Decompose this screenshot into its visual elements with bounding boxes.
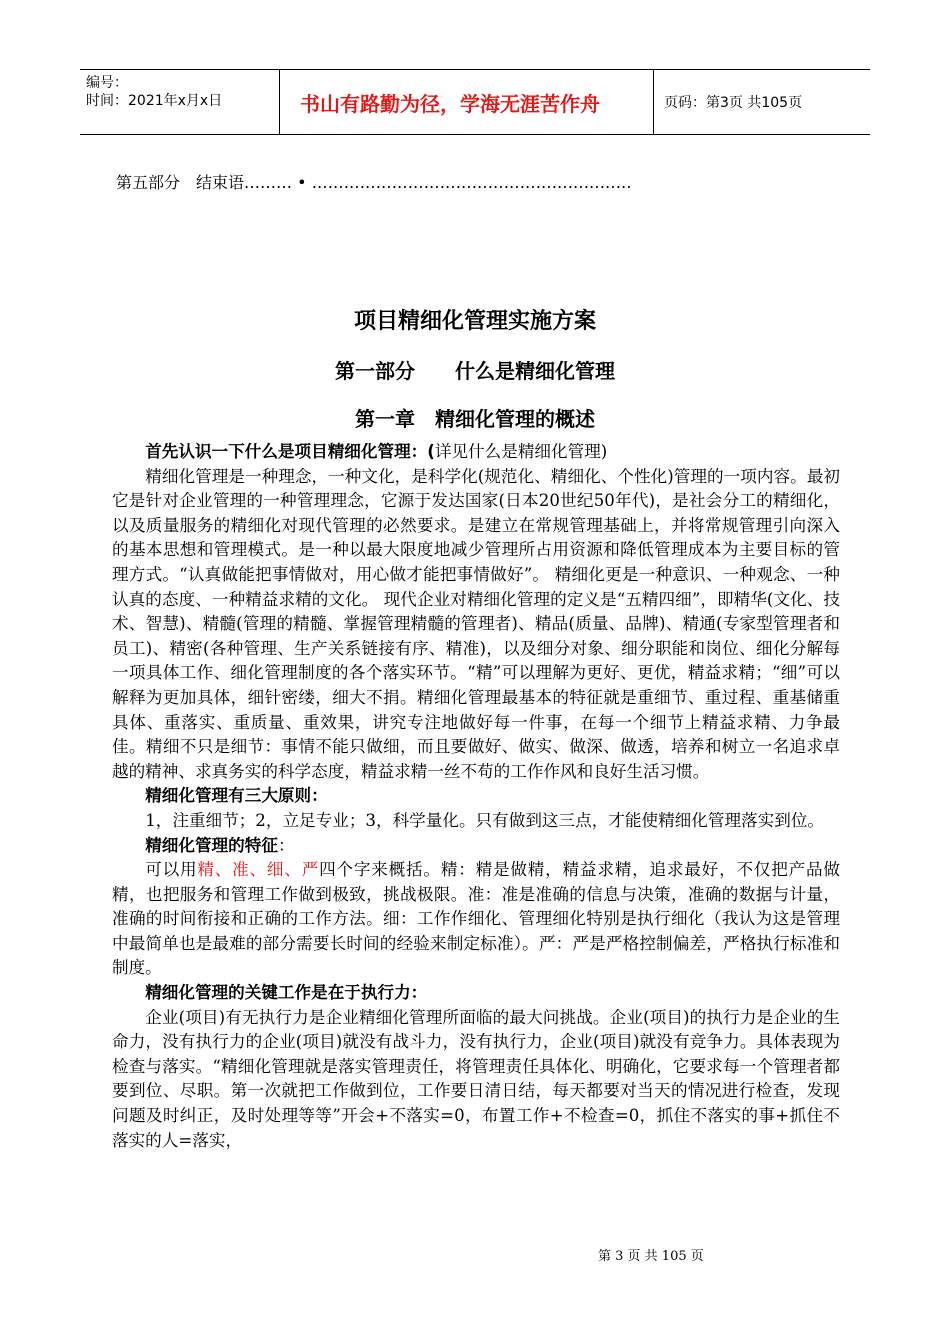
features-heading-colon: ： xyxy=(277,835,295,855)
document-title: 项目精细化管理实施方案 xyxy=(353,309,596,334)
chapter-heading: 第一章 精细化管理的概述 xyxy=(355,407,595,431)
features-post-text: 四个字来概括。精：精是做精，精益求精，追求最好，不仅把产品做精，也把服务和管理工作做到极致，挑战极限。准：准是准确的信息与决策，准确的数据与计量，准确的时间衔接和正确的工作方法。细：工作作细化、管理细化特别是执行细化（我认为这是管理中最简单也是最难的部分需要长时间的经验来制定标准）。严：严是严格控制偏差，严格执行标准和制度。 xyxy=(112,860,841,978)
execution-heading: 精细化管理的关键工作是在于执行力： xyxy=(145,983,428,1003)
header-motto: 书山有路勤为径，学海无涯苦作舟 xyxy=(280,70,654,134)
toc-entry-title: 第五部分 结束语 xyxy=(116,173,245,192)
features-heading xyxy=(112,834,840,859)
execution-paragraph: 企业(项目)有无执行力是企业精细化管理所面临的最大问挑战。企业(项目)的执行力是企业的生命力，没有执行力的企业(项目)就没有战斗力，没有执行力，企业(项目)就没有竞争力。具体表现为检查与落实。“精细化管理就是落实管理责任，将管理责任具体化、明确化，它要求每一个管理者都要到位、尽职。第一次就把工作做到位，工作要日清日结，每天都要对当天的情况进行检查，发现问题及时纠正，及时处理等等”开会+不落实=0，布置工作+不检查=0，抓住不落实的事+抓住不落实的人=落实， xyxy=(112,1007,840,1150)
principles-heading: 精细化管理有三大原则： xyxy=(145,786,328,806)
features-heading-text: 精细化管理的特征 xyxy=(145,835,278,855)
document-date: 时间：2021年x月x日 xyxy=(86,93,223,109)
intro-rest-text: 详见什么是精细化管理) xyxy=(434,442,608,461)
part-heading: 第一部分 什么是精细化管理 xyxy=(335,359,615,383)
document-body xyxy=(112,440,840,1153)
document-number-label: 编号： xyxy=(86,75,128,91)
features-highlight-text: 精、准、细、严 xyxy=(197,860,320,880)
features-pre-text: 可以用 xyxy=(145,860,198,880)
header-page-info: 页码：第3页 共105页 xyxy=(664,95,803,111)
toc-leader: ……… • …………………………………………………… xyxy=(244,173,632,192)
intro-bold-text: 首先认识一下什么是项目精细化管理：( xyxy=(145,442,435,461)
principles-paragraph: 1，注重细节；2，立足专业；3，科学量化。只有做到这三点，才能使精细化管理落实到位。 xyxy=(145,810,825,830)
definition-paragraph: 精细化管理是一种理念，一种文化，是科学化(规范化、精细化、个性化)管理的一项内容。最初它是针对企业管理的一种管理理念，它源于发达国家(日本20世纪50年代)，是社会分工的精细化，以及质量服务的精细化对现代管理的必然要求。是建立在常规管理基础上，并将常规管理引向深入的基本思想和管理模式。是一种以最大限度地减少管理所占用资源和降低管理成本为主要目标的管理方式。“认真做能把事情做对，用心做才能把事情做好”。 精细化更是一种意识、一种观念、一种认真的态度、一种精益求精的文化。 现代企业对精细化管理的定义是“五精四细”，即精华(文化、技术、智慧)、精髓(管理的精髓、掌握管理精髓的管理者)、精品(质量、品牌)、精通(专家型管理者和员工)、精密(各种管理、生产关系链接有序、精准)，以及细分对象、细分职能和岗位、细化分解每一项具体工作、细化管理制度的各个落实环节。“精”可以理解为更好、更优，精益求精；“细”可以解释为更加具体，细针密缕，细大不捐。精细化管理最基本的特征就是重细节、重过程、重基储重具体、重落实、重质量、重效果，讲究专注地做好每一件事，在每一个细节上精益求精、力争最佳。精细不只是细节：事情不能只做细，而且要做好、做实、做深、做透，培养和树立一名追求卓越的精神、求真务实的科学态度，精益求精一丝不苟的工作作风和良好生活习惯。 xyxy=(112,466,840,781)
intro-paragraph xyxy=(112,440,840,465)
page-header xyxy=(80,69,870,135)
features-paragraph xyxy=(112,858,840,981)
page-footer: 第 3 页 共 105 页 xyxy=(598,1249,704,1264)
toc-entry xyxy=(116,170,632,193)
header-meta xyxy=(80,70,280,134)
